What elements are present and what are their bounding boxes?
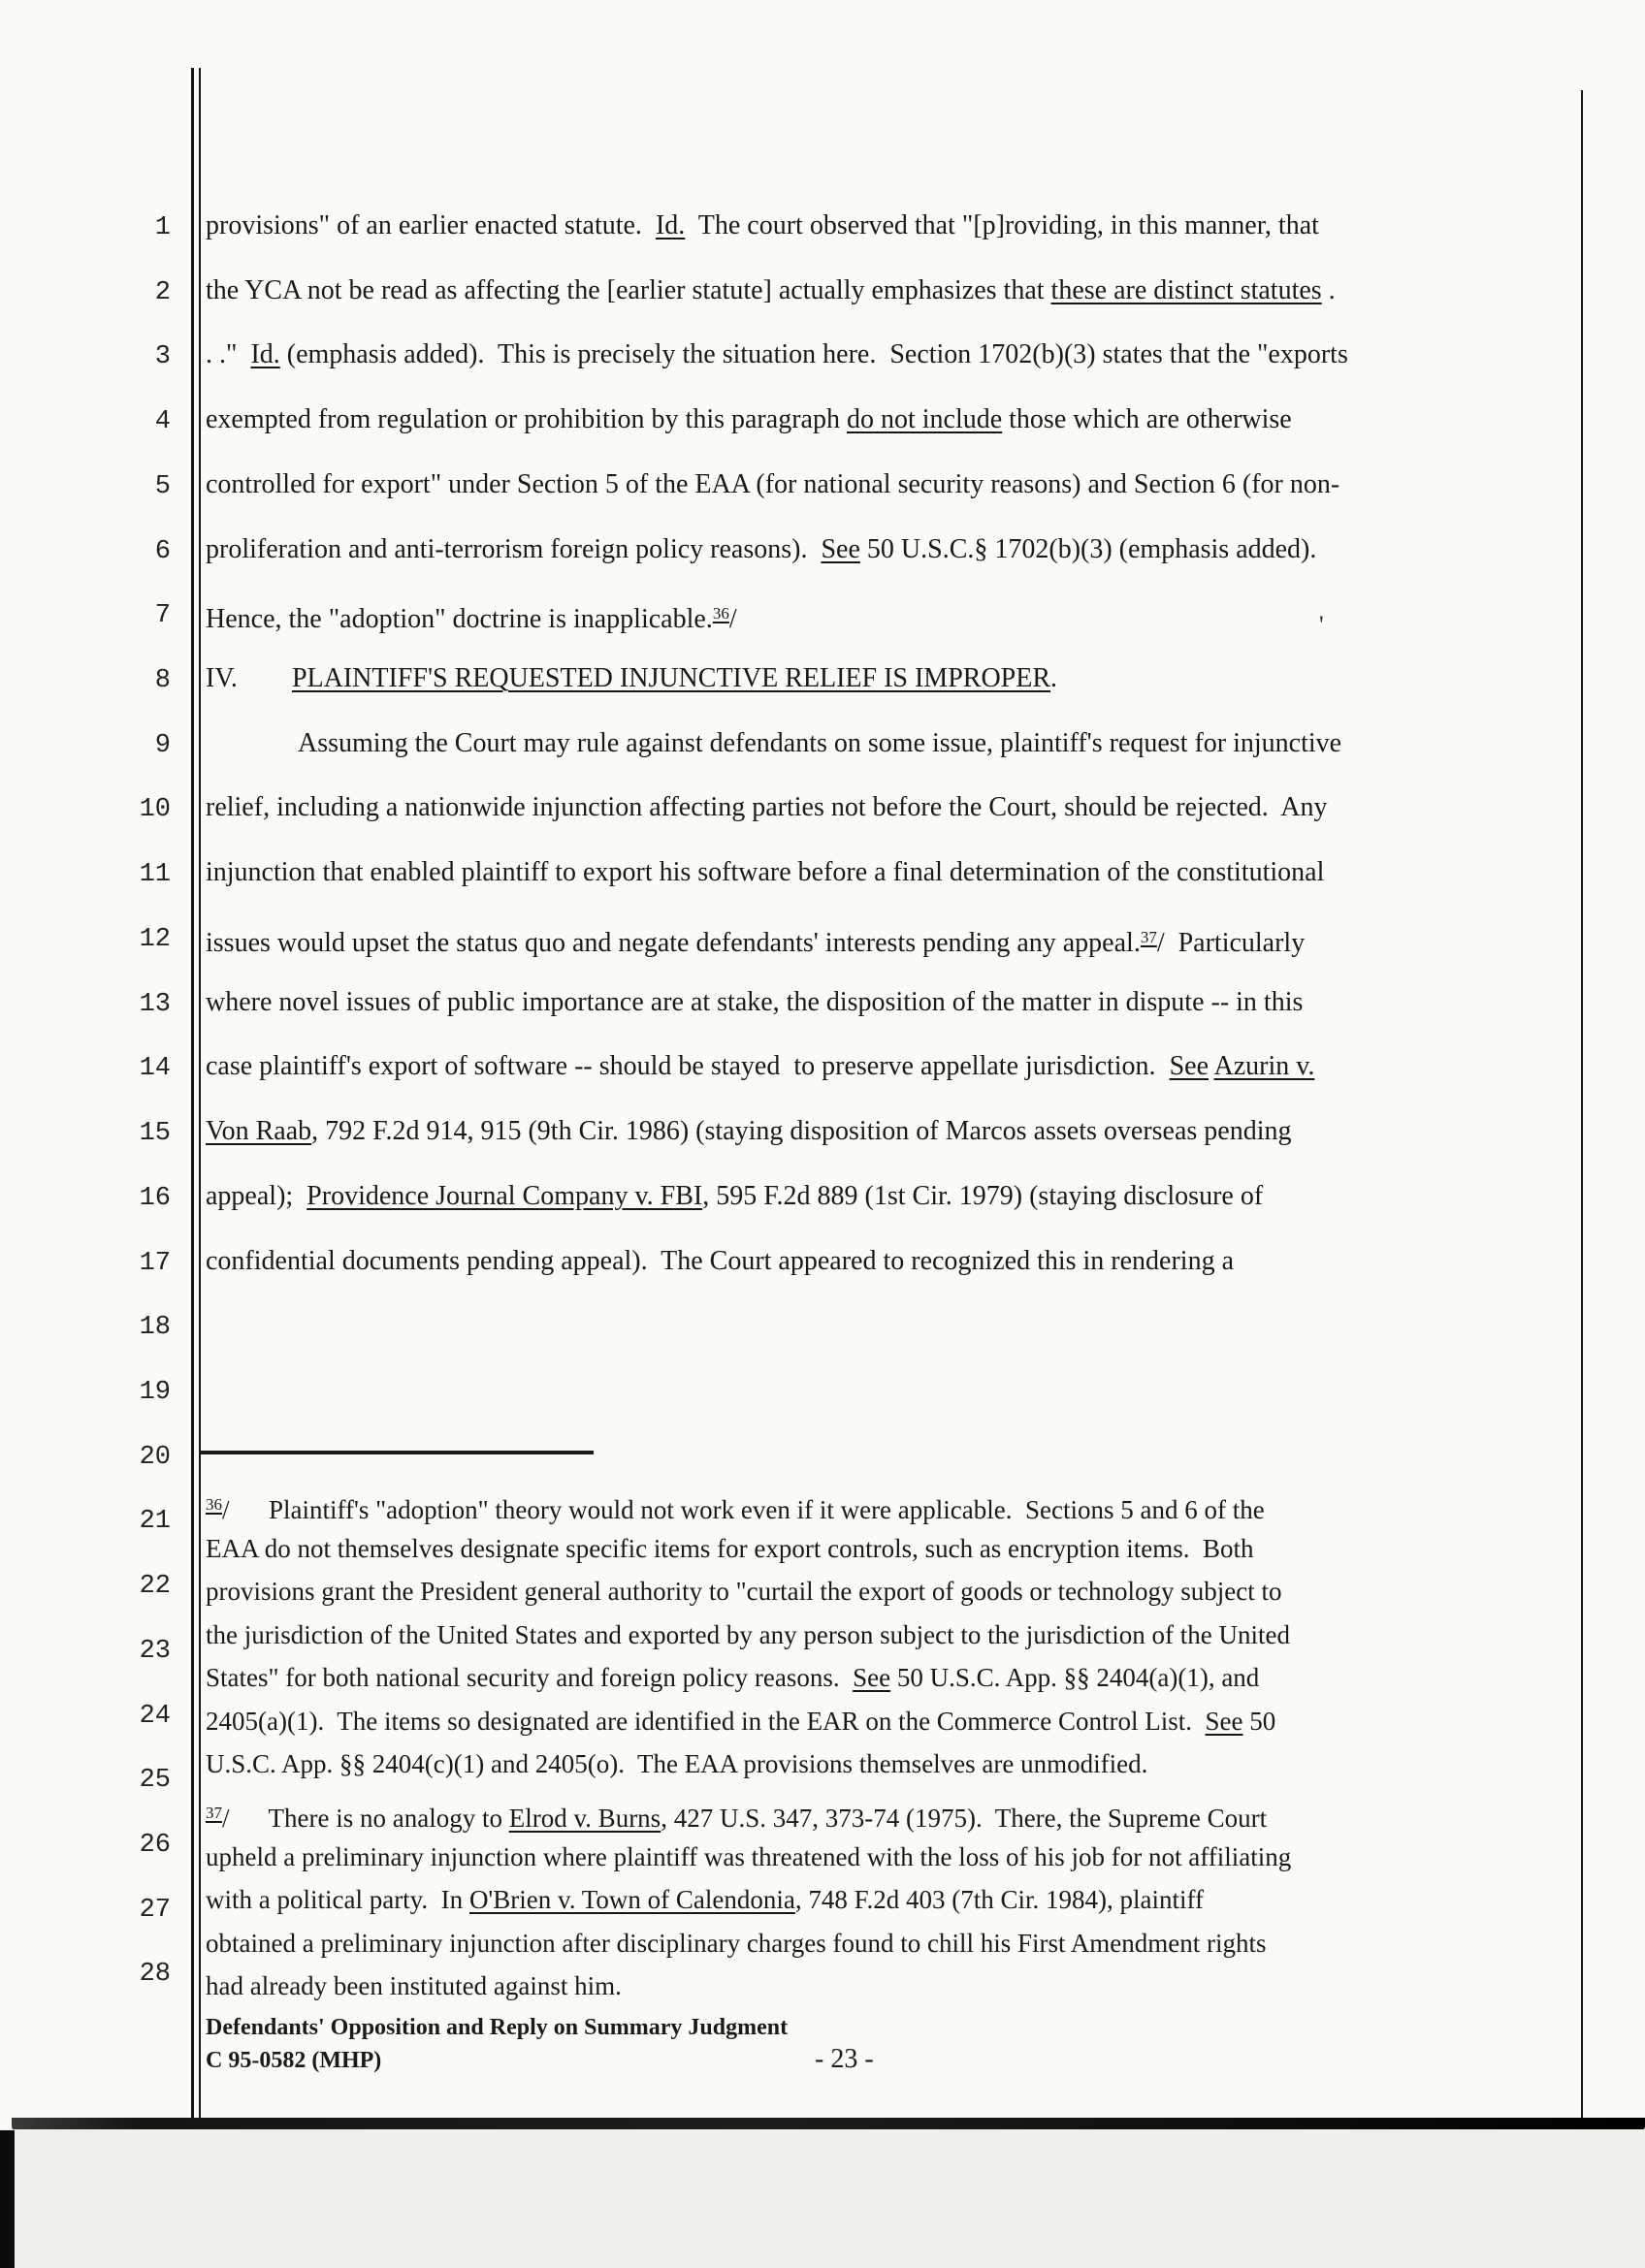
- line-number-25: 25: [139, 1766, 171, 1796]
- text-segment: EAA do not themselves designate specific items for export controls, such as encryption items. Both: [206, 1533, 1254, 1563]
- footnote-37-line-2: [206, 1839, 1583, 1874]
- text-segment: provisions grant the President general authority to "curtail the export of goods or technology subject to: [206, 1577, 1282, 1606]
- body-line-9: [206, 727, 1645, 760]
- line-number-9: 9: [154, 730, 171, 760]
- line-number-14: 14: [139, 1054, 171, 1084]
- text-segment: confidential documents pending appeal). The Court appeared to recognized this in rendering a: [206, 1245, 1235, 1276]
- body-line-1: [206, 209, 1583, 242]
- body-line-5: [206, 468, 1583, 501]
- text-segment: / There is no analogy to: [222, 1804, 509, 1833]
- text-segment: controlled for export" under Section 5 of the EAA (for national security reasons) and Section 6 (for non-: [206, 468, 1340, 499]
- line-number-20: 20: [139, 1442, 171, 1472]
- underlined-text: See: [1169, 1051, 1209, 1082]
- body-line-4: [206, 403, 1583, 436]
- body-line-12: [206, 921, 1583, 960]
- line-number-13: 13: [139, 989, 171, 1019]
- footnote-36-line-5: [206, 1660, 1583, 1695]
- pleading-left-double-rule-inner: [199, 68, 201, 2125]
- footnote-36-line-3: [206, 1574, 1583, 1609]
- text-segment: . .": [206, 339, 251, 370]
- text-segment: where novel issues of public importance are at stake, the disposition of the matter in dispute -- in this: [206, 986, 1304, 1017]
- underlined-text: See: [853, 1663, 891, 1692]
- underlined-text: these are distinct statutes: [1050, 274, 1322, 305]
- line-number-26: 26: [139, 1831, 171, 1860]
- line-number-22: 22: [139, 1572, 171, 1602]
- text-segment: proliferation and anti-terrorism foreign policy reasons).: [206, 533, 822, 564]
- line-number-18: 18: [139, 1313, 171, 1343]
- footnote-36-line-1: [206, 1487, 1583, 1527]
- line-number-10: 10: [139, 795, 171, 825]
- text-segment: appeal);: [206, 1180, 307, 1211]
- text-segment: [238, 663, 292, 693]
- text-segment: Assuming the Court may rule against defendants on some issue, plaintiff's request for injunctive: [298, 727, 1342, 758]
- text-segment: .: [1321, 274, 1336, 305]
- text-segment: 50: [1242, 1706, 1276, 1736]
- footer-page-number: - 23 -: [815, 2044, 874, 2074]
- text-segment: / Plaintiff's "adoption" theory would not work even if it were applicable. Sections 5 and 6 of the: [222, 1495, 1265, 1524]
- text-segment: .: [1050, 663, 1058, 694]
- line-number-6: 6: [154, 536, 171, 566]
- underlined-text: O'Brien v. Town of Calendonia: [468, 1885, 795, 1914]
- line-number-11: 11: [139, 860, 171, 890]
- text-segment: , 427 U.S. 347, 373-74 (1975). There, the Supreme Court: [661, 1804, 1268, 1833]
- text-segment: U.S.C. App. §§ 2404(c)(1) and 2405(o). The EAA provisions themselves are unmodified.: [206, 1749, 1148, 1778]
- body-line-2: [206, 274, 1583, 307]
- underlined-text: PLAINTIFF'S REQUESTED INJUNCTIVE RELIEF IS IMPROPER: [291, 663, 1051, 694]
- footer-document-title: Defendants' Opposition and Reply on Summary Judgment: [206, 2015, 789, 2040]
- scanner-background: [0, 2129, 1645, 2268]
- body-line-6: [206, 533, 1583, 566]
- footnote-36-line-6: [206, 1704, 1583, 1739]
- text-segment: , 595 F.2d 889 (1st Cir. 1979) (staying disclosure of: [702, 1180, 1264, 1211]
- line-number-1: 1: [154, 213, 171, 242]
- line-number-3: 3: [154, 342, 171, 372]
- text-segment: 50 U.S.C.§ 1702(b)(3) (emphasis added).: [859, 533, 1317, 564]
- line-number-21: 21: [139, 1507, 171, 1537]
- line-number-5: 5: [154, 471, 171, 501]
- body-line-13: [206, 986, 1583, 1019]
- text-segment: the jurisdiction of the United States and exported by any person subject to the jurisdiction of the United: [206, 1619, 1291, 1649]
- text-segment: relief, including a nationwide injunction affecting parties not before the Court, should be rejected. Any: [206, 792, 1328, 823]
- footnote-37-line-3: [206, 1882, 1583, 1917]
- text-segment: obtained a preliminary injunction after disciplinary charges found to chill his First Amendment rights: [206, 1928, 1267, 1958]
- pleading-left-double-rule-outer: [191, 68, 194, 2125]
- line-number-28: 28: [139, 1960, 171, 1990]
- footnote-36-line-4: [206, 1617, 1583, 1652]
- text-segment: States" for both national security and foreign policy reasons.: [206, 1663, 854, 1692]
- text-segment: , 748 F.2d 403 (7th Cir. 1984), plaintiff: [794, 1885, 1204, 1914]
- underlined-text: Azurin v.: [1213, 1051, 1315, 1082]
- footnote-37-line-1: [206, 1796, 1583, 1836]
- text-segment: those which are otherwise: [1002, 404, 1292, 435]
- underlined-text: Elrod v. Burns: [508, 1804, 661, 1833]
- line-number-19: 19: [139, 1377, 171, 1407]
- text-segment: IV.: [206, 663, 238, 694]
- footnote-37-line-4: [206, 1926, 1583, 1961]
- body-line-7: [206, 597, 1583, 636]
- text-segment: The court observed that "[p]roviding, in this manner, that: [685, 210, 1319, 240]
- footnote-36-line-7: [206, 1746, 1583, 1781]
- line-number-12: 12: [139, 924, 171, 954]
- footnote-marker: 36: [712, 604, 729, 623]
- line-number-16: 16: [139, 1183, 171, 1213]
- footnote-marker: 37: [206, 1804, 222, 1822]
- text-segment: /: [728, 604, 737, 635]
- body-line-16: [206, 1180, 1583, 1213]
- text-segment: exempted from regulation or prohibition by this paragraph: [206, 404, 847, 435]
- text-segment: / Particularly: [1156, 927, 1306, 958]
- text-segment: Hence, the "adoption" doctrine is inapplicable.: [206, 604, 713, 635]
- text-segment: the YCA not be read as affecting the [earlier statute] actually emphasizes that: [206, 274, 1051, 305]
- body-line-15: [206, 1115, 1583, 1148]
- footnote-marker: 37: [1140, 927, 1157, 946]
- line-number-17: 17: [139, 1248, 171, 1278]
- body-line-14: [206, 1050, 1583, 1083]
- underlined-text: See: [1205, 1706, 1243, 1736]
- line-number-8: 8: [154, 666, 171, 696]
- text-segment: (emphasis added). This is precisely the situation here. Section 1702(b)(3) states that the "exports: [279, 339, 1348, 370]
- body-line-10: [206, 791, 1583, 824]
- line-number-15: 15: [139, 1119, 171, 1149]
- text-segment: issues would upset the status quo and negate defendants' interests pending any appeal.: [206, 927, 1141, 958]
- underlined-text: Id.: [655, 210, 686, 240]
- line-number-23: 23: [139, 1636, 171, 1666]
- body-line-17: [206, 1245, 1583, 1278]
- footnote-separator: [199, 1451, 594, 1454]
- text-segment: , 792 F.2d 914, 915 (9th Cir. 1986) (staying disposition of Marcos assets overseas pending: [311, 1116, 1292, 1147]
- underlined-text: do not include: [846, 404, 1003, 435]
- scan-speck: ': [1319, 611, 1324, 639]
- text-segment: with a political party. In: [206, 1885, 469, 1914]
- line-number-27: 27: [139, 1895, 171, 1925]
- underlined-text: Von Raab: [206, 1116, 312, 1147]
- body-line-11: [206, 856, 1583, 889]
- scan-left-edge-shadow: [0, 2130, 15, 2268]
- text-segment: 50 U.S.C. App. §§ 2404(a)(1), and: [890, 1663, 1260, 1692]
- text-segment: had already been instituted against him.: [206, 1971, 622, 2000]
- footnote-36-line-2: [206, 1531, 1583, 1566]
- footnote-37-line-5: [206, 1968, 1583, 2003]
- text-segment: 2405(a)(1). The items so designated are identified in the EAR on the Commerce Control List.: [206, 1706, 1206, 1736]
- line-number-2: 2: [154, 277, 171, 307]
- underlined-text: Id.: [250, 339, 280, 370]
- text-segment: provisions" of an earlier enacted statute.: [206, 210, 656, 240]
- footer-case-number: C 95-0582 (MHP): [206, 2048, 382, 2073]
- text-segment: injunction that enabled plaintiff to export his software before a final determination of the constitutional: [206, 857, 1325, 888]
- body-line-3: [206, 338, 1583, 371]
- footnote-marker: 36: [206, 1495, 222, 1514]
- text-segment: upheld a preliminary injunction where plaintiff was threatened with the loss of his job for not affiliating: [206, 1841, 1292, 1871]
- line-number-4: 4: [154, 407, 171, 437]
- line-number-7: 7: [154, 601, 171, 631]
- section-heading: [206, 662, 1583, 695]
- line-number-24: 24: [139, 1701, 171, 1731]
- underlined-text: See: [821, 533, 860, 564]
- underlined-text: Providence Journal Company v. FBI: [306, 1180, 703, 1211]
- text-segment: case plaintiff's export of software -- should be stayed to preserve appellate jurisdiction.: [206, 1051, 1170, 1082]
